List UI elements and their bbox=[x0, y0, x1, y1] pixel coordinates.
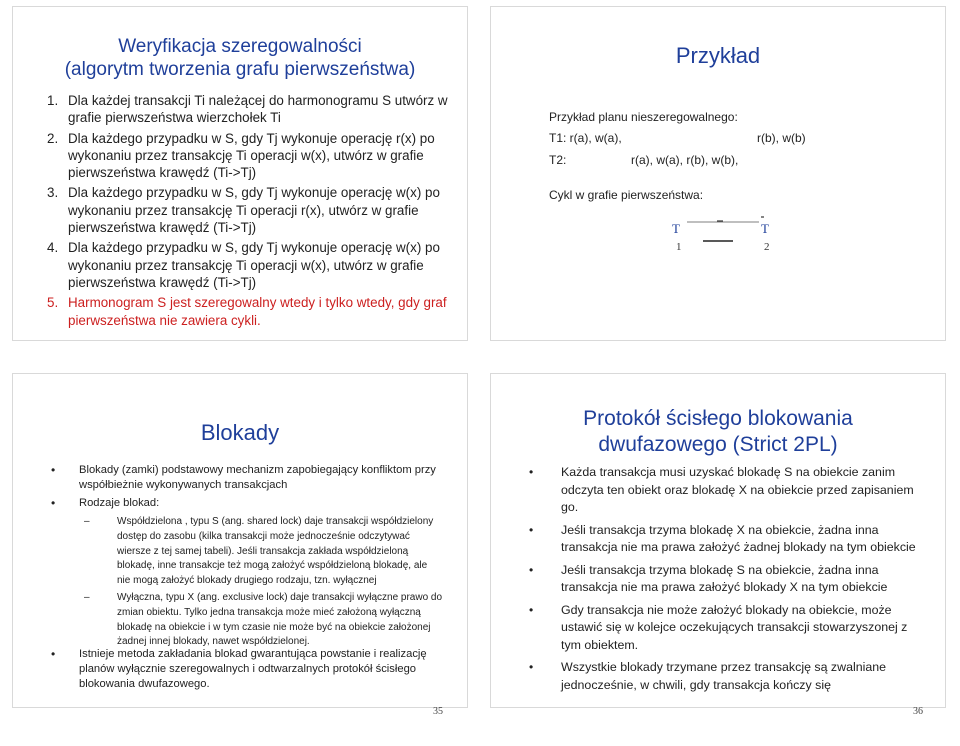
bullet-icon: • bbox=[529, 602, 534, 617]
list-item: • Gdy transakcja nie może założyć blokady na obiekcie, może ustawić się w kolejce oczekujących transakcji stowarzyszonej z tym obiektem. bbox=[529, 602, 908, 652]
list-item: • Każda transakcja musi uzyskać blokadę S na obiekcie zanim odczyta ten obiekt oraz blokadę X na obiekcie przed zapisaniem go. bbox=[529, 465, 914, 514]
slide-strict-2pl bbox=[490, 373, 946, 708]
graph-node-t1-sub: 1 bbox=[676, 241, 682, 253]
protocol-rules bbox=[527, 464, 923, 699]
slide-title bbox=[13, 35, 467, 81]
bullet-icon: • bbox=[51, 463, 56, 477]
page-number-right: 36 bbox=[913, 706, 923, 717]
bullet-locks-definition: • Blokady (zamki) podstawowy mechanizm zapobiegający konfliktom przy współbieżnie wykonywanych transakcjach bbox=[51, 463, 436, 491]
list-item: • Wszystkie blokady trzymane przez transakcję są zwalniane jednocześnie, w chwili, gdy transakcja kończy się bbox=[529, 660, 887, 692]
bullet-icon: • bbox=[51, 647, 56, 661]
t2-label: T2: bbox=[549, 153, 567, 167]
slide-serializability-check bbox=[12, 6, 468, 341]
list-item: 4. Dla każdego przypadku w S, gdy Tj wykonuje operację w(x) po wykonaniu przez transakcję Ti operacji w(x), utwórz w grafie pierwszeństwa krawędź (Ti->Tj) bbox=[47, 240, 440, 290]
sub-item-shared-lock: – Współdzielona , typu S (ang. shared lock) daje transakcji współdzielony dostęp do zasobu (kilka transakcji może jednocześnie odczytywać wiersze z tej samej tabeli). Jeśli transakcja zakłada współdzieloną blokadę, inne transakcje też mogą założyć współdzieloną blokadę, ale nie mogą założyć blokady drugiego rodzaju, tzn. wyłącznej bbox=[84, 516, 434, 587]
list-item: • Jeśli transakcja trzyma blokadę X na obiekcie, żadna inna transakcja nie ma prawa założyć żadnej blokady na tym obiekcie bbox=[529, 522, 916, 554]
list-item: 2. Dla każdego przypadku w S, gdy Tj wykonuje operację r(x) po wykonaniu przez transakcję Ti operacji w(x), utwórz w grafie pierwszeństwa krawędź (Ti->Tj) bbox=[47, 130, 435, 181]
example-intro: Przykład planu nieszeregowalnego: bbox=[549, 110, 738, 124]
bullet-icon: • bbox=[529, 660, 534, 674]
bullet-lock-types: • Rodzaje blokad: bbox=[51, 496, 160, 510]
graph-node-t2-sub: 2 bbox=[764, 241, 770, 253]
bullet-icon: • bbox=[529, 522, 534, 537]
title-line-2: (algorytm tworzenia grafu pierwszeństwa) bbox=[64, 59, 416, 80]
slide-example bbox=[490, 6, 946, 341]
list-item: 3. Dla każdego przypadku w S, gdy Tj wykonuje operację w(x) po wykonaniu przez transakcję Ti operacji r(x), utwórz w grafie pierwszeństwa krawędź (Ti->Tj) bbox=[47, 185, 440, 236]
bullet-icon: • bbox=[529, 562, 534, 577]
page-number-left: 35 bbox=[433, 706, 443, 717]
graph-node-t1: T bbox=[672, 221, 680, 236]
bullet-icon: • bbox=[51, 496, 56, 510]
sub-item-exclusive-lock: – Wyłączna, typu X (ang. exclusive lock) daje transakcji wyłączne prawo do zmian obiektu. Tylko jedna transakcja może mieć założoną wyłączną blokadę na obiekcie i w tym czasie nie może być na obiekcie założonej żadnej innej blokady, nawet współdzielonej. bbox=[84, 592, 443, 648]
slide-title: Przykład bbox=[675, 43, 761, 68]
t1-operations-tail: r(b), w(b) bbox=[757, 131, 806, 145]
slide-locks bbox=[12, 373, 468, 708]
title-line-2: dwufazowego (Strict 2PL) bbox=[598, 433, 838, 456]
list-item-conclusion: 5. Harmonogram S jest szeregowalny wtedy i tylko wtedy, gdy graf pierwszeństwa nie zawiera cykli. bbox=[47, 295, 447, 328]
dash-icon: – bbox=[84, 516, 90, 527]
dash-icon: – bbox=[84, 592, 90, 603]
graph-node-t2: T bbox=[761, 221, 769, 236]
title-line-1: Protokół ścisłego blokowania bbox=[583, 407, 853, 430]
algorithm-steps bbox=[35, 92, 453, 332]
bullet-strict-2pl-intro: • Istnieje metoda zakładania blokad gwarantująca powstanie i realizację planów wyłącznie szeregowalnych i odtwarzalnych protokół ścisłego blokowania dwufazowego. bbox=[51, 647, 427, 690]
slide-title: Blokady bbox=[200, 420, 280, 445]
title-line-1: Weryfikacja szeregowalności bbox=[118, 36, 362, 57]
t2-operations: r(a), w(a), r(b), w(b), bbox=[631, 153, 739, 167]
slide-title bbox=[501, 406, 935, 458]
list-item: 1. Dla każdej transakcji Ti należącej do harmonogramu S utwórz w grafie pierwszeństwa wierzchołek Ti bbox=[47, 93, 448, 126]
cycle-label: Cykl w grafie pierwszeństwa: bbox=[549, 188, 704, 202]
bullet-icon: • bbox=[529, 465, 534, 479]
list-item: • Jeśli transakcja trzyma blokadę S na obiekcie, żadna inna transakcja nie ma prawa założyć blokady X na tym obiekcie bbox=[529, 562, 888, 594]
t1-operations: T1: r(a), w(a), bbox=[549, 131, 622, 145]
